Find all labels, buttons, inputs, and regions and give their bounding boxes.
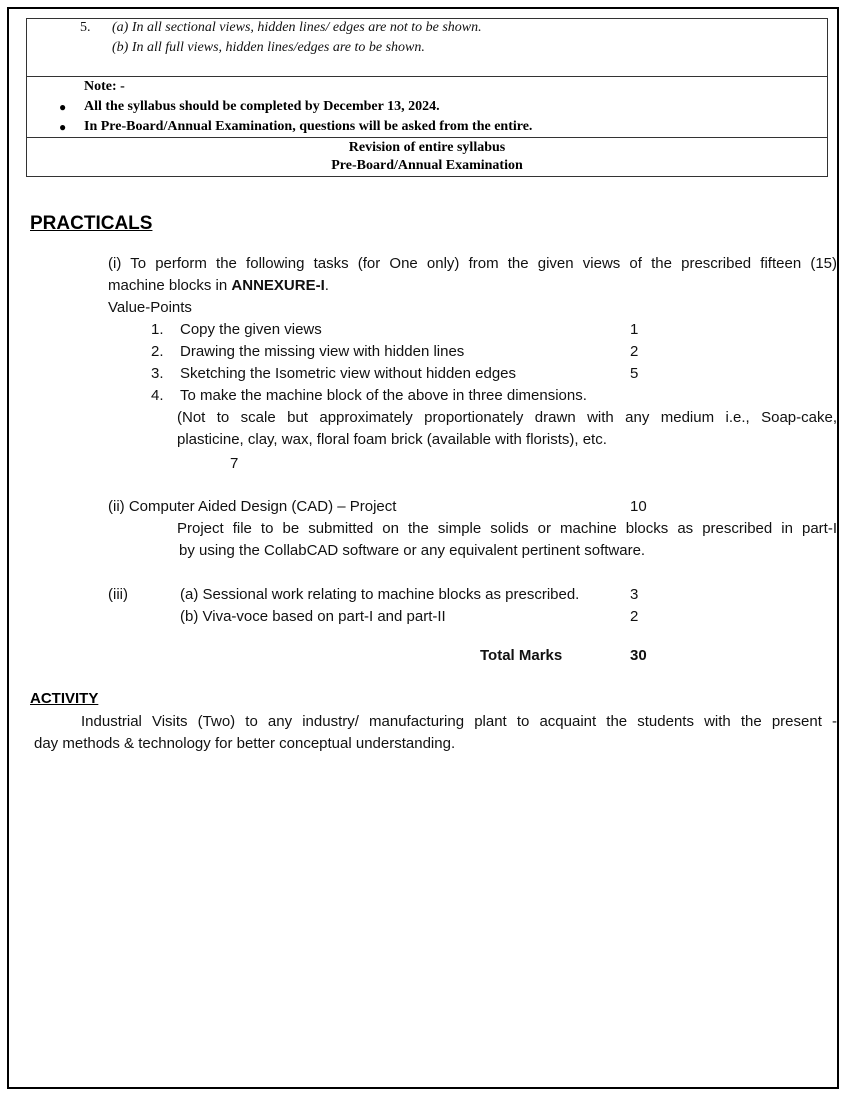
item-marks: 1: [630, 321, 639, 338]
item-number: 1.: [151, 321, 164, 338]
revision-line-1: Revision of entire syllabus: [348, 140, 506, 155]
row5-number: 5.: [80, 20, 91, 35]
iii-a-marks: 3: [630, 586, 639, 603]
item-text: Drawing the missing view with hidden lines: [180, 343, 465, 360]
cad-marks: 10: [630, 498, 647, 515]
revision-line-2: Pre-Board/Annual Examination: [331, 158, 523, 173]
row5-line-b: (b) In all full views, hidden lines/edges are to be shown.: [112, 40, 425, 55]
cad-desc-line-2: by using the CollabCAD software or any equivalent pertinent software.: [179, 542, 646, 559]
item-number: 2.: [151, 343, 164, 360]
note-bullet-2: In Pre-Board/Annual Examination, questions will be asked from the entire.: [84, 119, 533, 134]
item-text: To make the machine block of the above in three dimensions.: [180, 387, 587, 404]
row5-line-a: (a) In all sectional views, hidden lines/ edges are not to be shown.: [112, 20, 482, 35]
iii-label: (iii): [108, 586, 128, 603]
item4-marks: 7: [230, 455, 239, 472]
note-label: Note: -: [84, 79, 125, 94]
item-marks: 2: [630, 343, 639, 360]
practicals-intro-line-1: (i) To perform the following tasks (for One only) from the given views of the prescribed fifteen (15): [108, 255, 837, 272]
activity-line-2: day methods & technology for better conceptual understanding.: [34, 735, 456, 752]
annexure-label: ANNEXURE-I: [231, 277, 325, 294]
bullet-icon: ●: [59, 100, 67, 114]
total-marks-value: 30: [630, 647, 647, 664]
item-text: Sketching the Isometric view without hidden edges: [180, 365, 517, 382]
intro-suffix: .: [324, 277, 329, 294]
item4-note-line-1: (Not to scale but approximately proportionately drawn with any medium i.e., Soap-cake,: [177, 409, 837, 426]
total-marks-label: Total Marks: [480, 647, 563, 664]
iii-a-text: (a) Sessional work relating to machine blocks as prescribed.: [180, 586, 580, 603]
item-text: Copy the given views: [180, 321, 322, 338]
iii-b-text: (b) Viva-voce based on part-I and part-II: [180, 608, 446, 625]
item-number: 3.: [151, 365, 164, 382]
activity-line-1: Industrial Visits (Two) to any industry/ manufacturing plant to acquaint the students with the present -: [81, 713, 837, 730]
value-points-label: Value-Points: [108, 299, 192, 316]
item4-note-line-2: plasticine, clay, wax, floral foam brick (available with florists), etc.: [177, 431, 607, 448]
activity-heading: ACTIVITY: [30, 690, 99, 707]
practicals-intro-line-2: [108, 277, 329, 294]
item-number: 4.: [151, 387, 164, 404]
bullet-icon: ●: [59, 120, 67, 134]
note-bullet-1: All the syllabus should be completed by December 13, 2024.: [84, 99, 440, 114]
intro-prefix: machine blocks in: [108, 277, 232, 294]
cad-desc-line-1: Project file to be submitted on the simple solids or machine blocks as prescribed in part-I: [177, 520, 837, 537]
iii-b-marks: 2: [630, 608, 639, 625]
item-marks: 5: [630, 365, 639, 382]
practicals-heading: PRACTICALS: [30, 213, 153, 234]
cad-label: (ii) Computer Aided Design (CAD) – Project: [108, 498, 397, 515]
